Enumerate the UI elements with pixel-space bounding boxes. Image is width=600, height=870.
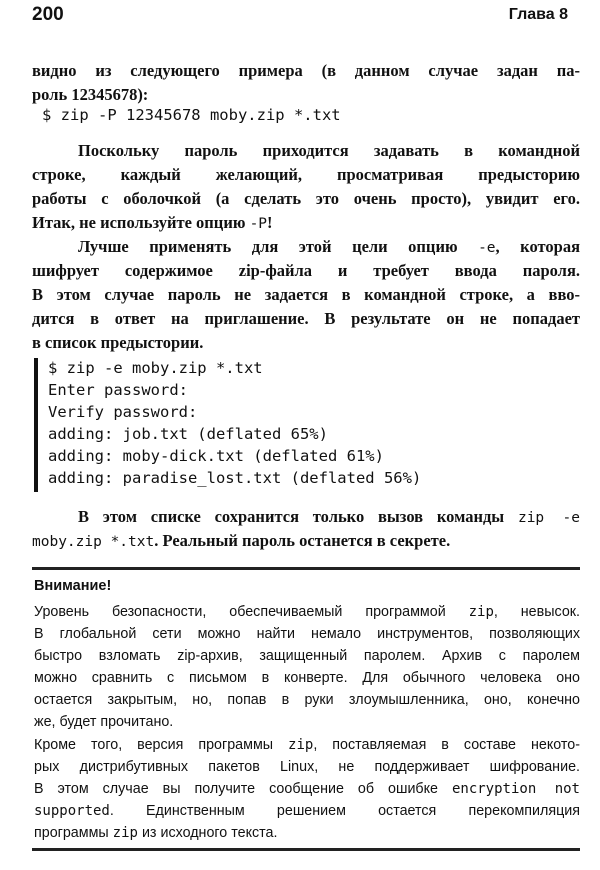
- code-line: Verify password:: [48, 403, 198, 421]
- text-run: дится в ответ на приглашение. В результате он не попадает: [32, 309, 580, 328]
- text-line: [34, 800, 580, 822]
- text-run: , невысок.: [493, 604, 580, 620]
- inline-code: -P: [249, 216, 268, 232]
- text-line: [32, 139, 580, 163]
- paragraph-summary: [32, 505, 580, 553]
- text-line: [34, 734, 580, 756]
- note-paragraph-1: [34, 601, 580, 733]
- code-example-1: [42, 104, 590, 126]
- text-line: [32, 307, 580, 331]
- text-run: программы: [34, 825, 113, 841]
- text-run: Поскольку пароль приходится задавать в командной: [78, 141, 580, 160]
- text-line: [32, 235, 580, 259]
- text-run: . Единственным решением остается перекомпиляция: [109, 803, 580, 819]
- text-run: в список предыстории.: [32, 333, 204, 352]
- note-top-rule: [32, 567, 580, 570]
- text-line: [32, 163, 580, 187]
- inline-code: -e: [478, 240, 496, 256]
- text-line: [34, 822, 580, 844]
- inline-code: zip: [288, 737, 314, 753]
- text-run: рых дистрибутивных пакетов Linux, не поддерживает шифрование.: [34, 759, 580, 775]
- text-run: видно из следующего примера (в данном случае задан па-: [32, 61, 580, 80]
- text-line: [32, 529, 580, 553]
- text-line: [34, 623, 580, 645]
- text-run: шифрует содержимое zip-файла и требует ввода пароля.: [32, 261, 580, 280]
- text-line: [34, 711, 580, 733]
- text-run: роль 12345678):: [32, 85, 149, 104]
- page-number: 200: [32, 4, 64, 25]
- text-line: [34, 689, 580, 711]
- inline-code: encryption not: [451, 781, 580, 797]
- page-header: [32, 4, 568, 32]
- text-line: [32, 283, 580, 307]
- code-block-bar: [34, 358, 38, 492]
- text-run: Уровень безопасности, обеспечиваемый программой: [34, 604, 469, 620]
- note-paragraph-2: [34, 734, 580, 844]
- inline-code: supported: [34, 803, 110, 819]
- code-line: $ zip -e moby.zip *.txt: [48, 359, 263, 377]
- text-run: Лучше применять для этой цели опцию: [78, 237, 479, 256]
- code-example-2: [48, 357, 596, 489]
- text-line: [32, 59, 580, 83]
- text-line: [32, 259, 580, 283]
- text-line: [32, 505, 580, 529]
- text-line: [34, 601, 580, 623]
- code-line: adding: job.txt (deflated 65%): [48, 425, 328, 443]
- inline-code: moby.zip *.txt: [32, 534, 155, 550]
- text-run: работы с оболочкой (а сделать это очень просто), увидит его.: [32, 189, 580, 208]
- text-run: можно сравнить с письмом в конверте. Для обычного человека оно: [34, 670, 580, 686]
- text-run: В этом случае пароль не задается в командной строке, а вво-: [32, 285, 580, 304]
- note-title: Внимание!: [34, 578, 112, 594]
- text-line: [32, 211, 580, 235]
- text-run: быстро взломать zip-архив, защищенный паролем. Архив с паролем: [34, 648, 580, 664]
- paragraph-option-e: [32, 235, 580, 355]
- text-run: . Реальный пароль останется в секрете.: [154, 531, 451, 550]
- text-run: же, будет прочитано.: [34, 714, 174, 730]
- text-run: , которая: [495, 237, 580, 256]
- inline-code: zip: [468, 604, 494, 620]
- text-line: [34, 778, 580, 800]
- text-run: , поставляемая в составе некото-: [313, 737, 580, 753]
- text-line: [32, 331, 580, 355]
- text-run: строке, каждый желающий, просматривая предысторию: [32, 165, 580, 184]
- chapter-title: Глава 8: [508, 6, 568, 23]
- code-line: Enter password:: [48, 381, 188, 399]
- text-line: [32, 187, 580, 211]
- text-run: Кроме того, версия программы: [34, 737, 289, 753]
- text-run: из исходного текста.: [137, 825, 278, 841]
- text-line: [34, 756, 580, 778]
- paragraph-intro: [32, 59, 580, 107]
- code-line: $ zip -P 12345678 moby.zip *.txt: [42, 106, 341, 124]
- text-line: [34, 645, 580, 667]
- text-run: В глобальной сети можно найти немало инструментов, позволяющих: [34, 626, 580, 642]
- code-line: adding: moby-dick.txt (deflated 61%): [48, 447, 384, 465]
- text-run: В этом случае вы получите сообщение об ошибке: [34, 781, 452, 797]
- text-line: [34, 667, 580, 689]
- text-run: Итак, не используйте опцию: [32, 213, 250, 232]
- note-bottom-rule: [32, 848, 580, 851]
- text-run: В этом списке сохранится только вызов команды: [78, 507, 518, 526]
- paragraph-password-warning: [32, 139, 580, 235]
- inline-code: zip -e: [517, 510, 580, 526]
- text-run: !: [267, 213, 273, 232]
- code-line: adding: paradise_lost.txt (deflated 56%): [48, 469, 422, 487]
- inline-code: zip: [112, 825, 138, 841]
- text-run: остается закрытым, но, попав в руки злоумышленника, оно, конечно: [34, 692, 580, 708]
